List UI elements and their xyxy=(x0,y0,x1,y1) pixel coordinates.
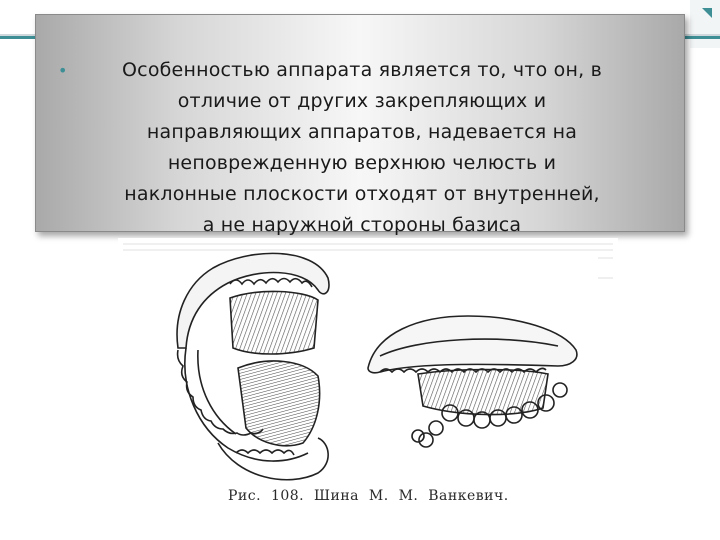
bullet-line-3: направляющих аппаратов, надевается на xyxy=(146,121,578,143)
scan-texture xyxy=(123,244,613,278)
right-jaw-model xyxy=(368,316,577,447)
bullet-line-1: Особенностью аппарата является то, что он, в xyxy=(122,59,602,81)
bullet-paragraph xyxy=(58,55,666,241)
text-box xyxy=(35,14,685,236)
dental-splint-illustration xyxy=(118,238,618,522)
bullet-line-2: отличие от других закрепляющих и xyxy=(177,90,547,112)
corner-triangle-icon xyxy=(702,8,712,18)
left-jaw-model xyxy=(177,253,329,479)
bullet-line-4: неповрежденную верхнюю челюсть и xyxy=(167,152,557,174)
dental-splint-drawing xyxy=(118,238,618,522)
figure-caption: Рис. 108. Шина М. М. Ванкевич. xyxy=(228,488,509,504)
bullet-icon: • xyxy=(58,61,68,80)
bullet-line-6: а не наружной стороны базиса xyxy=(202,214,522,236)
bullet-line-5: наклонные плоскости отходят от внутренней, xyxy=(124,183,600,205)
